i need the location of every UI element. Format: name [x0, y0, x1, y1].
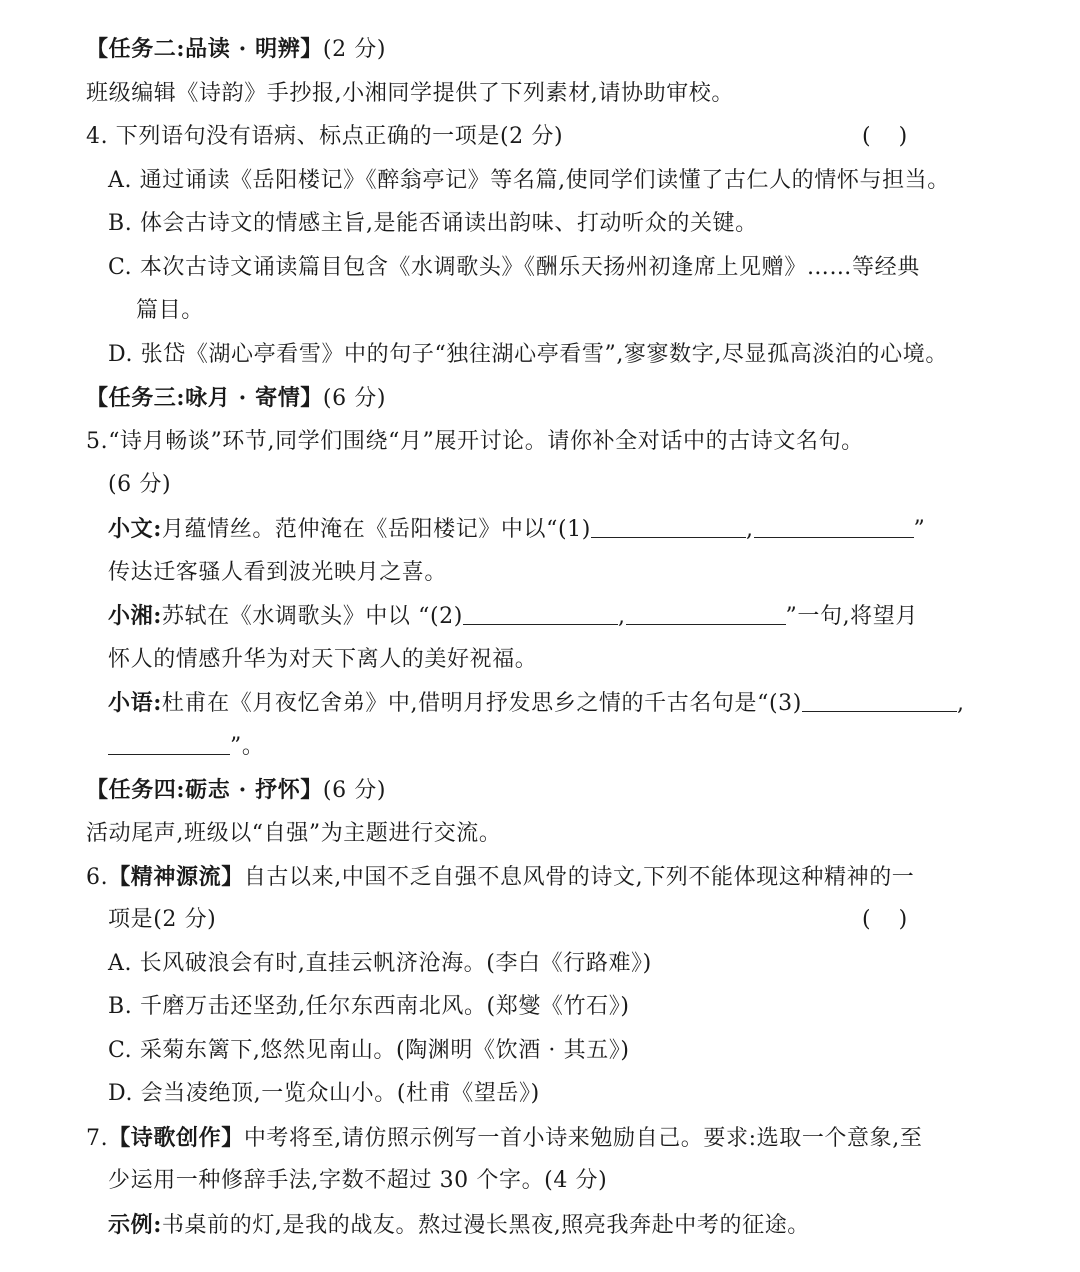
task3-title: 【任务三:咏月 · 寄情】: [86, 385, 323, 411]
xiaowen-speaker: 小文:: [108, 516, 162, 542]
task2-points: (2 分): [322, 37, 387, 62]
q6-answer-bracket[interactable]: (): [862, 907, 936, 932]
q6-option-d: D. 会当凌绝顶,一览众山小。(杜甫《望岳》): [108, 1081, 540, 1106]
xiaoxiang-text-a: 苏轼在《水调歌头》中以 “(2): [161, 604, 463, 629]
q5-xiaoyu-cont: [108, 732, 264, 762]
blank-3a[interactable]: [802, 689, 957, 712]
q7-stem: [86, 1123, 922, 1154]
xiaoxiang-text-b: ”一句,将望月: [785, 604, 918, 629]
q6-stem-cont: 项是(2 分): [108, 907, 217, 932]
q6-stem: [86, 862, 914, 893]
xiaowen-text-a: 月蕴情丝。范仲淹在《岳阳楼记》中以“(1): [161, 517, 591, 542]
task2-intro: 班级编辑《诗韵》手抄报,小湘同学提供了下列素材,请协助审校。: [86, 81, 734, 106]
q6-option-c: C. 采菊东篱下,悠然见南山。(陶渊明《饮酒 · 其五》): [108, 1038, 630, 1063]
blank-2a[interactable]: [463, 602, 618, 625]
task2-title: 【任务二:品读 · 明辨】: [86, 36, 323, 62]
xiaoyu-text-a: 杜甫在《月夜忆舍弟》中,借明月抒发思乡之情的千古名句是“(3): [161, 691, 802, 716]
q4-option-c: C. 本次古诗文诵读篇目包含《水调歌头》《酬乐天扬州初逢席上见赠》……等经典: [108, 255, 920, 280]
q5-xiaoxiang-cont: 怀人的情感升华为对天下离人的美好祝福。: [108, 647, 538, 672]
q5-stem-points: (6 分): [108, 472, 172, 497]
blank-1a[interactable]: [591, 515, 746, 538]
blank-1b[interactable]: [754, 515, 914, 538]
q6-number: 6.: [86, 865, 109, 890]
task4-points: (6 分): [322, 778, 387, 803]
task4-title: 【任务四:砺志 · 抒怀】: [86, 777, 323, 803]
q4-option-a: A. 通过诵读《岳阳楼记》《醉翁亭记》等名篇,使同学们读懂了古仁人的情怀与担当。: [108, 168, 950, 193]
comma-3: ,: [956, 691, 965, 716]
q4-option-d: D. 张岱《湖心亭看雪》中的句子“独往湖心亭看雪”,寥寥数字,尽显孤高淡泊的心境。: [108, 342, 948, 367]
q7-example: [108, 1210, 810, 1241]
q4-stem: 4. 下列语句没有语病、标点正确的一项是(2 分): [86, 124, 564, 149]
q7-example-label: 示例:: [108, 1212, 162, 1238]
xiaoxiang-speaker: 小湘:: [108, 603, 162, 629]
q7-example-text: 书桌前的灯,是我的战友。熬过漫长黑夜,照亮我奔赴中考的征途。: [161, 1213, 810, 1238]
task3-points: (6 分): [322, 386, 387, 411]
q7-stem-cont: 少运用一种修辞手法,字数不超过 30 个字。(4 分): [108, 1168, 608, 1193]
q5-xiaowen-line: [108, 514, 925, 545]
q6-option-b: B. 千磨万击还坚劲,任尔东西南北风。(郑燮《竹石》): [108, 994, 630, 1019]
task4-intro: 活动尾声,班级以“自强”为主题进行交流。: [86, 821, 502, 846]
q6-stem-a: 自古以来,中国不乏自强不息风骨的诗文,下列不能体现这种精神的一: [243, 865, 915, 890]
q4-option-c-cont: 篇目。: [136, 298, 204, 323]
q7-stem-a: 中考将至,请仿照示例写一首小诗来勉励自己。要求:选取一个意象,至: [243, 1126, 923, 1151]
task3-heading: [86, 383, 386, 414]
q6-option-a: A. 长风破浪会有时,直挂云帆济沧海。(李白《行路难》): [108, 951, 652, 976]
task2-heading: [86, 34, 386, 65]
q4-option-b: B. 体会古诗文的情感主旨,是能否诵读出韵味、打动听众的关键。: [108, 211, 758, 236]
q7-tag: 【诗歌创作】: [108, 1125, 244, 1151]
q7-number: 7.: [86, 1126, 109, 1151]
q5-xiaowen-cont: 传达迁客骚人看到波光映月之喜。: [108, 560, 448, 585]
task4-heading: [86, 775, 386, 806]
q5-stem: 5.“诗月畅谈”环节,同学们围绕“月”展开讨论。请你补全对话中的古诗文名句。: [86, 429, 864, 454]
comma-1: ,: [745, 517, 754, 542]
xiaoyu-speaker: 小语:: [108, 690, 162, 716]
q6-tag: 【精神源流】: [108, 864, 244, 890]
blank-3b[interactable]: [108, 732, 230, 755]
blank-2b[interactable]: [626, 602, 786, 625]
comma-2: ,: [617, 604, 626, 629]
q4-answer-bracket[interactable]: (): [862, 124, 936, 149]
xiaowen-text-b: ”: [913, 517, 926, 542]
xiaoyu-text-b: ”。: [230, 734, 265, 759]
q5-xiaoxiang-line: [108, 601, 918, 632]
q5-xiaoyu-line: [108, 688, 965, 719]
